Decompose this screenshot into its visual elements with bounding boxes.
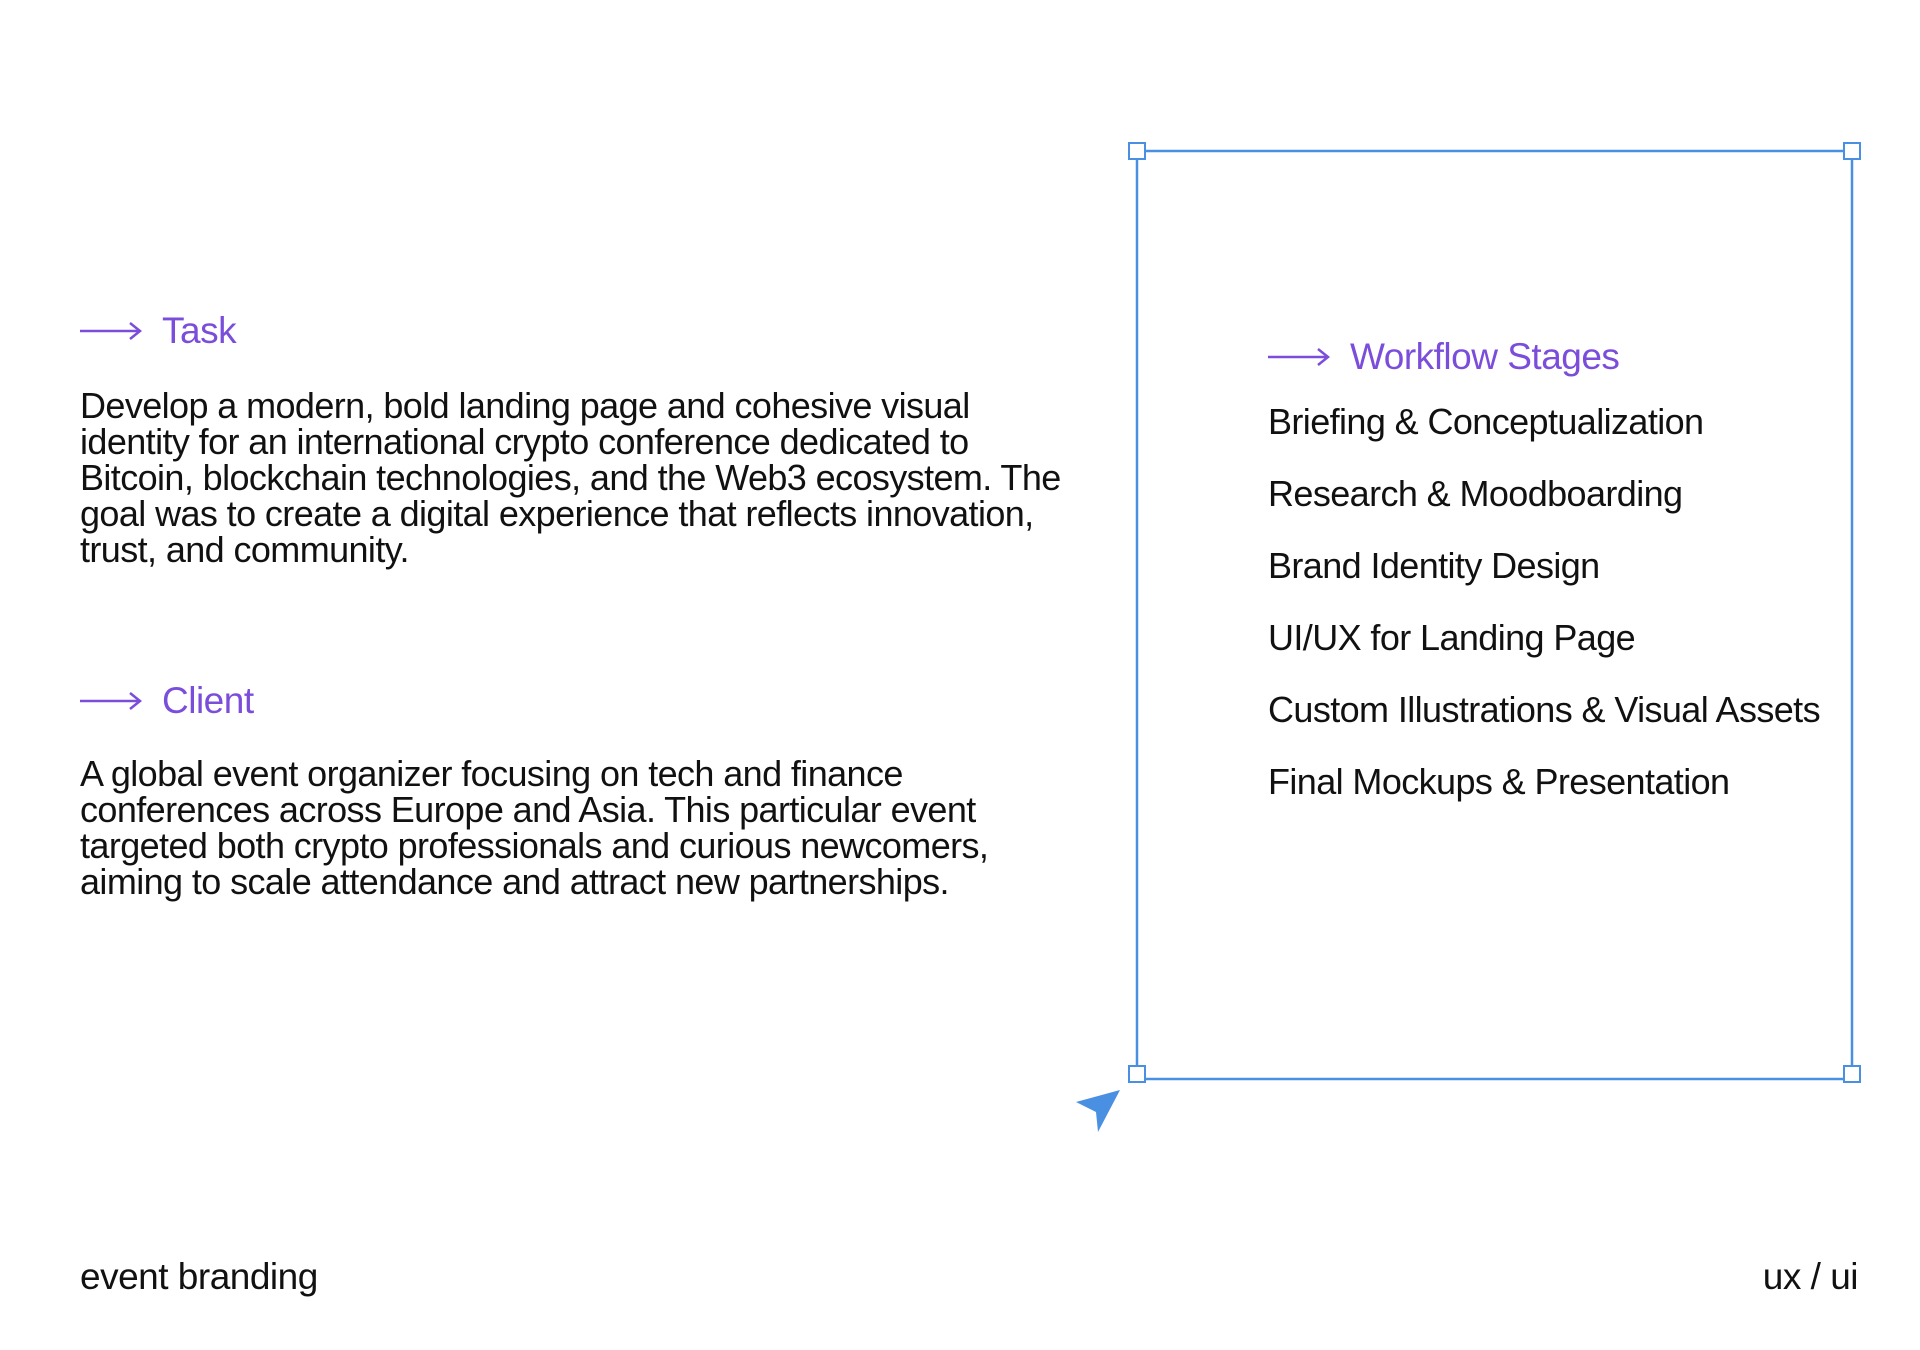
- footer-right-label: ux / ui: [1762, 1256, 1858, 1297]
- task-heading-label: Task: [162, 310, 237, 351]
- client-description: A global event organizer focusing on tech and finance conferences across Europe and Asia. This particular event targeted both crypto professionals and curious newcomers, aiming to scale attendance and attract new partnerships.: [80, 753, 989, 902]
- workflow-stage: Research & Moodboarding: [1268, 473, 1683, 514]
- task-description: Develop a modern, bold landing page and cohesive visual identity for an international crypto conference dedicated to Bitcoin, blockchain technologies, and the Web3 ecosystem. The goal was to create a digital experience that reflects innovation, trust, and community.: [80, 385, 1061, 570]
- resize-handle-top-right[interactable]: [1843, 142, 1861, 160]
- client-heading: [80, 682, 254, 719]
- workflow-stage: Briefing & Conceptualization: [1268, 401, 1704, 442]
- arrow-right-icon: [80, 321, 142, 341]
- workflow-stage: Final Mockups & Presentation: [1268, 761, 1730, 802]
- workflow-heading-label: Workflow Stages: [1350, 336, 1620, 377]
- arrow-right-icon: [80, 691, 142, 711]
- task-heading: [80, 312, 236, 349]
- arrow-right-icon: [1268, 347, 1330, 367]
- workflow-stage: Brand Identity Design: [1268, 545, 1600, 586]
- cursor-arrow-icon: [1074, 1088, 1122, 1136]
- resize-handle-bottom-left[interactable]: [1128, 1065, 1146, 1083]
- workflow-stage: UI/UX for Landing Page: [1268, 617, 1636, 658]
- client-heading-label: Client: [162, 680, 254, 721]
- workflow-stage: Custom Illustrations & Visual Assets: [1268, 689, 1820, 730]
- footer-left-label: event branding: [80, 1256, 318, 1297]
- workflow-heading: [1268, 338, 1619, 375]
- resize-handle-bottom-right[interactable]: [1843, 1065, 1861, 1083]
- resize-handle-top-left[interactable]: [1128, 142, 1146, 160]
- workflow-stage-list: [1268, 401, 1828, 836]
